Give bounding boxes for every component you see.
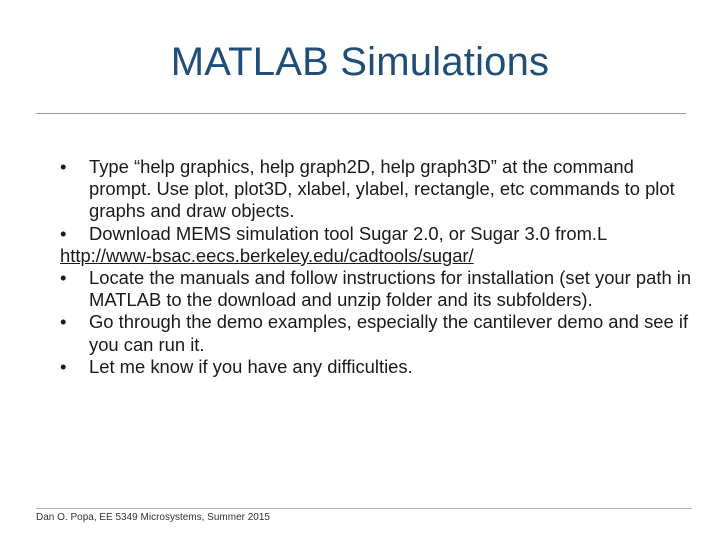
link-line — [60, 245, 700, 267]
bullet-item — [60, 156, 700, 223]
footer-divider — [36, 508, 692, 509]
bullet-marker: • — [60, 222, 67, 244]
footer-text: Dan O. Popa, EE 5349 Microsystems, Summer 2015 — [36, 512, 270, 523]
bullet-marker: • — [60, 311, 67, 333]
bullet-text: Locate the manuals and follow instructions for installation (set your path in MATLAB to the download and unzip folder and its subfolders). — [89, 267, 692, 311]
bullet-marker: • — [60, 267, 67, 289]
title-divider — [36, 113, 686, 114]
bullet-item — [60, 223, 700, 245]
bullet-text: Download MEMS simulation tool Sugar 2.0, or Sugar 3.0 from.L — [89, 222, 608, 244]
sugar-download-link[interactable]: http://www-bsac.eecs.berkeley.edu/cadtools/sugar/ — [60, 244, 474, 266]
bullet-marker: • — [60, 355, 67, 377]
bullet-marker: • — [60, 156, 67, 177]
bullet-item — [60, 356, 700, 378]
bullet-text: Let me know if you have any difficulties. — [89, 355, 413, 377]
bullet-item — [60, 311, 700, 355]
bullet-text: Type “help graphics, help graph2D, help graph3D” at the command prompt. Use plot, plot3D, xlabel, ylabel, rectangle, etc commands to plot graphs and draw objects. — [89, 156, 675, 222]
bullet-text: Go through the demo examples, especially the cantilever demo and see if you can run it. — [89, 311, 689, 355]
slide-title: MATLAB Simulations — [170, 40, 550, 84]
slide-body — [60, 156, 700, 378]
bullet-item — [60, 267, 700, 311]
